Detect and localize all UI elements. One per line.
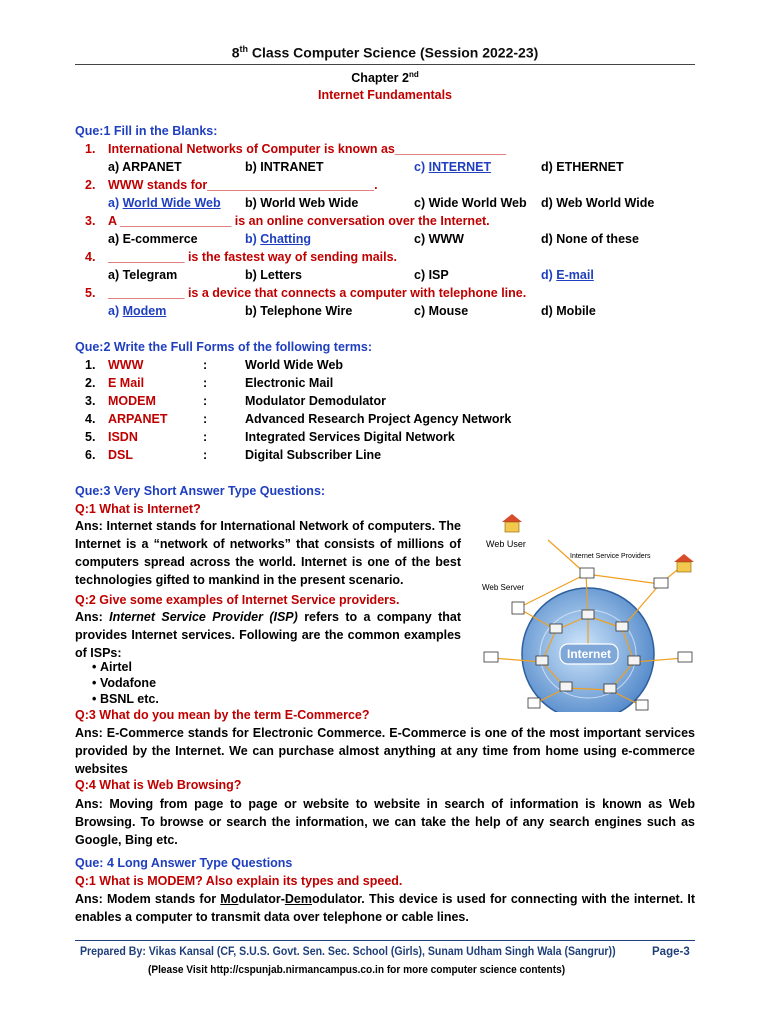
q1-option: d) None of these — [541, 232, 639, 246]
q3-s3-answer: Ans: E-Commerce stands for Electronic Commerce. E-Commerce is one of the most important services provided by the Internet. We can purchase almost anything at any time from home using e-commerce websites — [75, 726, 695, 776]
q1-option: b) Telephone Wire — [245, 304, 353, 318]
footer-visit-note: (Please Visit http://cspunjab.nirmancampus.co.in for more computer science contents) — [148, 964, 566, 976]
q2-full-form: Modulator Demodulator — [245, 394, 386, 408]
q1-option: c) WWW — [414, 232, 464, 246]
q1-option: a) E-commerce — [108, 232, 198, 246]
q2-full-form: World Wide Web — [245, 358, 344, 372]
house-icon — [674, 554, 694, 572]
q1-option-answer: b) Chatting — [245, 232, 311, 246]
q3-s2-answer: Ans: Internet Service Provider (ISP) refers to a company that provides Internet services. Following are the common examples of ISPs: — [75, 610, 461, 660]
q2-item-number: 5. — [85, 430, 96, 444]
q1-option: d) Mobile — [541, 304, 596, 318]
q1-item-number: 4. — [85, 250, 96, 264]
q1-item-question: ___________ is a device that connects a computer with telephone line. — [108, 286, 527, 300]
chapter-number: Chapter 2nd — [351, 70, 419, 86]
q1-item-question: A ________________ is an online conversation over the Internet. — [108, 214, 490, 228]
q1-option-answer: a) Modem — [108, 304, 167, 318]
q4-s1-answer: Ans: Modem stands for Modulator-Demodulator. This device is used for connecting with the internet. It enables a computer to transmit data over telephone or cable lines. — [75, 892, 695, 924]
q4-heading: Que: 4 Long Answer Type Questions — [75, 856, 293, 870]
q1-item-number: 3. — [85, 214, 96, 228]
q2-separator: : — [203, 394, 208, 408]
q2-item-number: 4. — [85, 412, 96, 426]
q1-option: a) Telegram — [108, 268, 178, 282]
footer-page-number: Page-3 — [652, 946, 690, 958]
q3-s4-question: Q:4 What is Web Browsing? — [75, 778, 242, 792]
web-user-label: Web User — [486, 539, 526, 549]
q1-option: c) ISP — [414, 268, 449, 282]
q2-item-number: 6. — [85, 448, 96, 462]
q2-separator: : — [203, 448, 208, 462]
q3-s1-question: Q:1 What is Internet? — [75, 502, 201, 516]
q2-full-form: Integrated Services Digital Network — [245, 430, 455, 444]
q1-item-question: WWW stands for________________________. — [108, 178, 378, 192]
q2-full-form: Advanced Research Project Agency Network — [245, 412, 512, 426]
q2-item-number: 3. — [85, 394, 96, 408]
q2-term: WWW — [108, 358, 144, 372]
internet-label: Internet — [566, 647, 612, 661]
q1-item-number: 2. — [85, 178, 96, 192]
q2-term: ISDN — [108, 430, 138, 444]
q3-s1-answer: Ans: Internet stands for International Network of computers. The Internet is a “network of networks” that consists of millions of computers spread across the world. Internet is one of the best technologies gifted to mankind in the present scenario. — [75, 519, 461, 587]
q2-separator: : — [203, 358, 208, 372]
q1-option-answer: a) World Wide Web — [108, 196, 221, 210]
footer-prepared-by: Prepared By: Vikas Kansal (CF, S.U.S. Govt. Sen. Sec. School (Girls), Sunam Udham Singh Wala (Sangrur)) — [80, 946, 616, 958]
q2-full-form: Electronic Mail — [245, 376, 334, 390]
q1-option: a) ARPANET — [108, 160, 182, 174]
chapter-name: Internet Fundamentals — [317, 88, 453, 102]
q2-term: MODEM — [108, 394, 156, 408]
q2-separator: : — [203, 430, 208, 444]
q1-item-number: 1. — [85, 142, 96, 156]
q2-heading: Que:2 Write the Full Forms of the following terms: — [75, 340, 373, 354]
q1-option: c) Mouse — [414, 304, 469, 318]
q2-separator: : — [203, 376, 208, 390]
q1-option: b) INTRANET — [245, 160, 324, 174]
q1-option-answer: d) E-mail — [541, 268, 594, 282]
internet-network-diagram — [478, 512, 700, 712]
q1-option: c) Wide World Web — [414, 196, 527, 210]
isp-list-item: • Airtel — [100, 660, 132, 674]
q4-s1-question: Q:1 What is MODEM? Also explain its types and speed. — [75, 874, 403, 888]
q2-item-number: 2. — [85, 376, 96, 390]
q3-s3-question: Q:3 What do you mean by the term E-Commerce? — [75, 708, 370, 722]
q1-option: d) Web World Wide — [541, 196, 655, 210]
isp-label: Internet Service Providers — [570, 553, 651, 560]
isp-list-item: • Vodafone — [100, 676, 156, 690]
isp-list-item: • BSNL etc. — [100, 692, 159, 706]
footer-divider — [75, 940, 695, 941]
q2-term: E Mail — [108, 376, 145, 390]
page-title: 8th Class Computer Science (Session 2022-23) — [231, 44, 539, 61]
q1-option: b) Letters — [245, 268, 302, 282]
q1-option: b) World Web Wide — [245, 196, 359, 210]
q2-term: DSL — [108, 448, 133, 462]
q2-full-form: Digital Subscriber Line — [245, 448, 382, 462]
q1-item-number: 5. — [85, 286, 96, 300]
q2-item-number: 1. — [85, 358, 96, 372]
q3-s4-answer: Ans: Moving from page to page or website to website in search of information is known as Web Browsing. To browse or search the information, we can take the help of any search engines such as Google, Bing etc. — [75, 797, 695, 847]
q1-heading: Que:1 Fill in the Blanks: — [75, 124, 218, 138]
q3-heading: Que:3 Very Short Answer Type Questions: — [75, 484, 326, 498]
q3-s2-question: Q:2 Give some examples of Internet Service providers. — [75, 593, 400, 607]
q1-option-answer: c) INTERNET — [414, 160, 492, 174]
header-divider — [75, 64, 695, 65]
q1-item-question: ___________ is the fastest way of sending mails. — [108, 250, 398, 264]
q2-separator: : — [203, 412, 208, 426]
q1-item-question: International Networks of Computer is known as________________ — [108, 142, 507, 156]
house-icon — [502, 514, 522, 532]
q1-option: d) ETHERNET — [541, 160, 624, 174]
q2-term: ARPANET — [108, 412, 168, 426]
web-server-label: Web Server — [482, 583, 525, 592]
